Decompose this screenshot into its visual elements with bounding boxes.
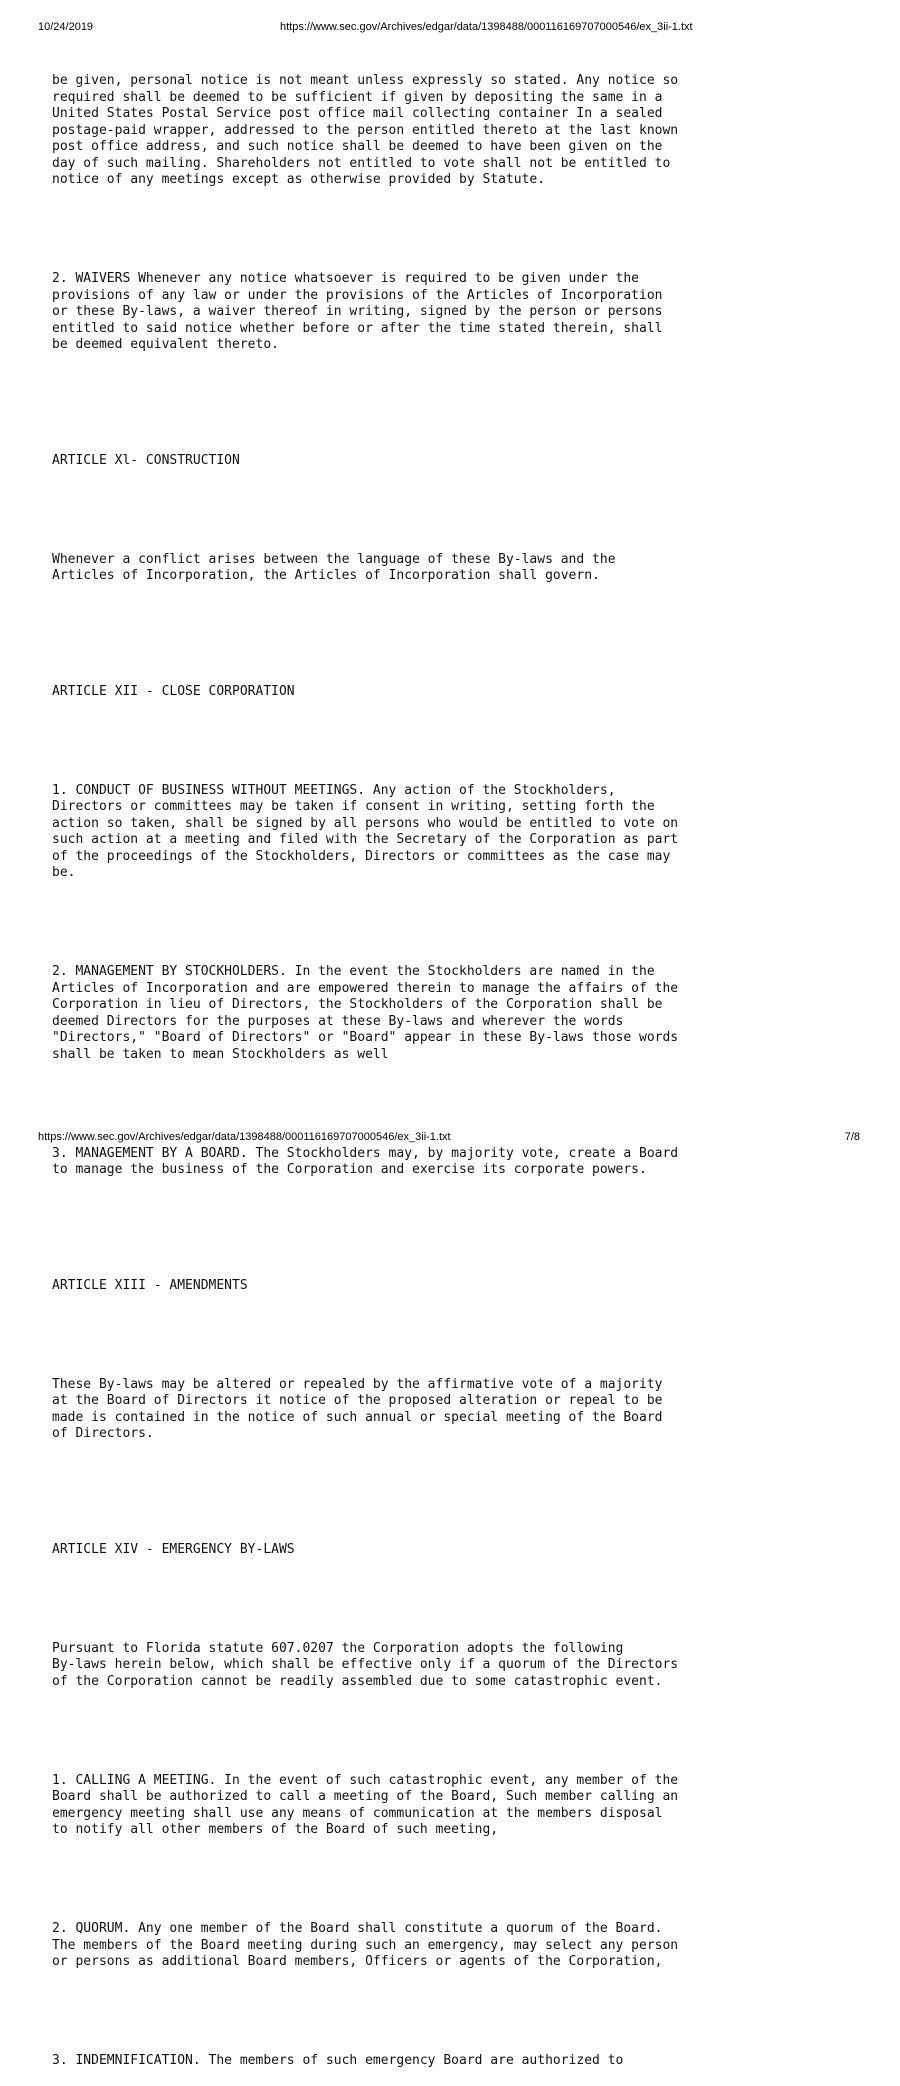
print-footer-url: https://www.sec.gov/Archives/edgar/data/1398488/000116169707000546/ex_3ii-1.txt	[38, 1131, 451, 1143]
article-xi-title: ARTICLE Xl- CONSTRUCTION	[52, 452, 240, 468]
article-xiii-text: These By-laws may be altered or repealed by the affirmative vote of a majority at the Board of Directors it notice of the proposed alteration or repeal to be made is contained in the notice of such annual or special meeting of the Board of Directors.	[52, 1376, 663, 1441]
document-body	[52, 40, 872, 2086]
article-xii-section-1: 1. CONDUCT OF BUSINESS WITHOUT MEETINGS. Any action of the Stockholders, Directors or committees may be taken if consent in writing, setting forth the action so taken, shall be signed by all persons who would be entitled to vote on such action at a meeting and filed with the Secretary of the Corporation as part of the proceedings of the Stockholders, Directors or committees as the case may be.	[52, 782, 679, 880]
paragraph-notice: be given, personal notice is not meant unless expressly so stated. Any notice so required shall be deemed to be sufficient if given by depositing the same in a United States Postal Service post office mail collecting container In a sealed postage-paid wrapper, addressed to the person entitled thereto at the last known post office address, and such notice shall be deemed to have been given on the day of such mailing. Shareholders not entitled to vote shall not be entitled to notice of any meetings except as otherwise provided by Statute.	[52, 73, 679, 187]
article-xiii-title: ARTICLE XIII - AMENDMENTS	[52, 1277, 248, 1293]
paragraph-waivers: 2. WAIVERS Whenever any notice whatsoever is required to be given under the provisions of any law or under the provisions of the Articles of Incorporation or these By-laws, a waiver thereof in writing, signed by the person or persons entitled to said notice whether before or after the time stated therein, shall be deemed equivalent thereto.	[52, 271, 663, 352]
article-xiv-section-1: 1. CALLING A MEETING. In the event of such catastrophic event, any member of the Board shall be authorized to call a meeting of the Board, Such member calling an emergency meeting shall use any means of communication at the members disposal to notify all other members of the Board of such meeting,	[52, 1772, 679, 1837]
article-xiv-intro: Pursuant to Florida statute 607.0207 the Corporation adopts the following By-laws herein below, which shall be effective only if a quorum of the Directors of the Corporation cannot be readily assembled due to some catastrophic event.	[52, 1640, 679, 1689]
article-xiv-section-3: 3. INDEMNIFICATION. The members of such emergency Board are authorized to	[52, 2053, 624, 2068]
article-xii-section-2: 2. MANAGEMENT BY STOCKHOLDERS. In the event the Stockholders are named in the Articles of Incorporation and are empowered therein to manage the affairs of the Corporation in lieu of Directors, the Stockholders of the Corporation shall be deemed Directors for the purposes at these By-laws and wherever the words "Directors," "Board of Directors" or "Board" appear in these By-laws those words shall be taken to mean Stockholders as well	[52, 964, 679, 1062]
article-xi-text: Whenever a conflict arises between the language of these By-laws and the Articles of Incorporation, the Articles of Incorporation shall govern.	[52, 551, 616, 583]
page-number: 7/8	[844, 1131, 860, 1143]
article-xiv-section-2: 2. QUORUM. Any one member of the Board shall constitute a quorum of the Board. The members of the Board meeting during such an emergency, may select any person or persons as additional Board members, Officers or agents of the Corporation,	[52, 1921, 679, 1969]
print-header-url: https://www.sec.gov/Archives/edgar/data/1398488/000116169707000546/ex_3ii-1.txt	[280, 21, 693, 33]
article-xiv-title: ARTICLE XIV - EMERGENCY BY-LAWS	[52, 1541, 295, 1557]
article-xii-section-3: 3. MANAGEMENT BY A BOARD. The Stockholders may, by majority vote, create a Board to manage the business of the Corporation and exercise its corporate powers.	[52, 1145, 679, 1177]
print-header-date: 10/24/2019	[38, 21, 94, 33]
article-xii-title: ARTICLE XII - CLOSE CORPORATION	[52, 683, 295, 699]
